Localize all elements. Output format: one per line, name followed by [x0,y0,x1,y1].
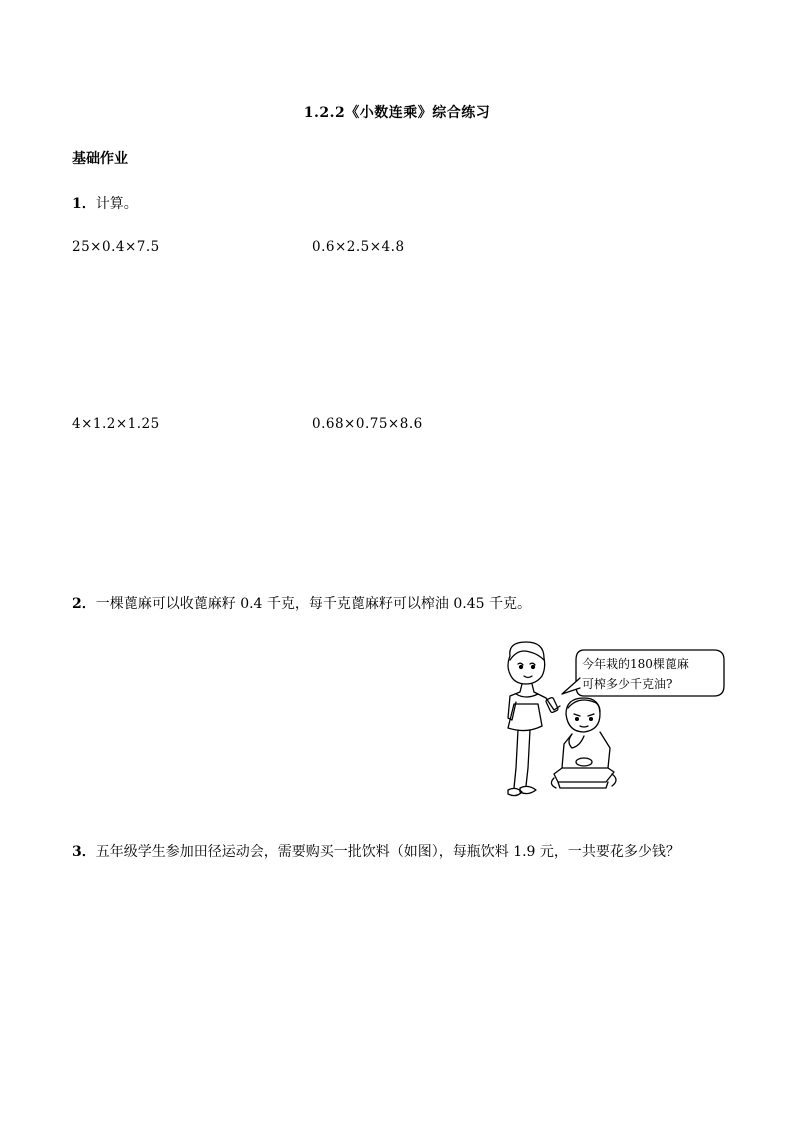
speech-line-1: 今年栽的180棵蓖麻 [582,657,689,671]
question-3 [72,836,732,869]
question-2 [72,593,531,613]
expression-1: 25×0.4×7.5 [72,239,160,255]
speech-bubble-text [582,654,722,694]
question-3-number: 3． [72,844,96,860]
section-heading: 基础作业 [72,151,128,167]
question-2-number: 2． [72,596,96,612]
expression-3: 4×1.2×1.25 [72,416,160,432]
question-3-text: 五年级学生参加田径运动会，需要购买一批饮料（如图），每瓶饮料 1.9 元，一共要花多少钱？ [95,844,680,860]
expression-4: 0.68×0.75×8.6 [312,416,423,432]
cartoon-illustration [488,638,728,814]
speech-line-2: 可榨多少千克油? [582,677,673,691]
question-1-text: 计算。 [95,196,138,212]
question-2-text: 一棵蓖麻可以收蓖麻籽 0.4 千克，每千克蓖麻籽可以榨油 0.45 千克。 [95,596,531,612]
expression-2: 0.6×2.5×4.8 [312,239,405,255]
question-1-number: 1． [72,196,96,212]
page-title: 1.2.2《小数连乘》综合练习 [303,105,491,121]
question-1 [72,193,138,213]
